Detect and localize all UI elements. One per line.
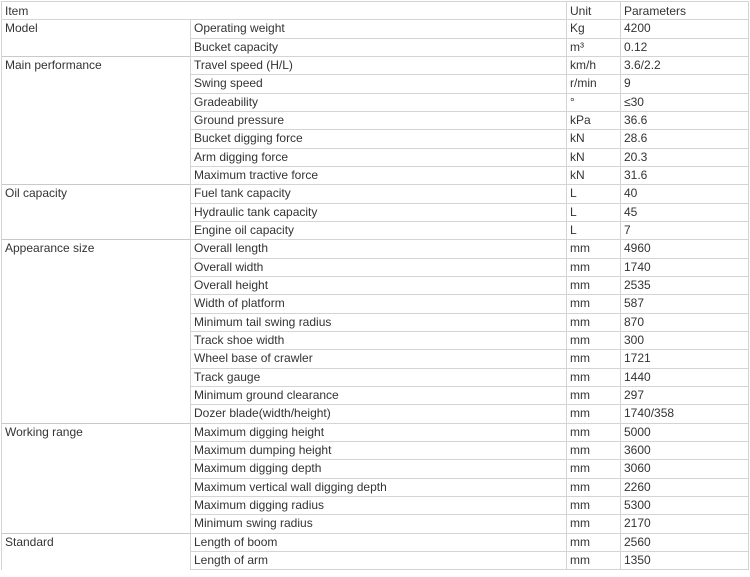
- parameter-value-cell: 2560: [621, 533, 749, 551]
- spec-table: [1, 1, 749, 570]
- parameter-value-cell: 3060: [621, 460, 749, 478]
- unit-cell: kN: [567, 166, 621, 184]
- item-name-cell: Overall height: [191, 276, 567, 294]
- unit-cell: kPa: [567, 111, 621, 129]
- parameter-value-cell: 40: [621, 185, 749, 203]
- parameter-value-cell: 5300: [621, 496, 749, 514]
- parameter-value-cell: 20.3: [621, 148, 749, 166]
- unit-cell: mm: [567, 515, 621, 533]
- unit-cell: mm: [567, 533, 621, 551]
- unit-cell: mm: [567, 368, 621, 386]
- unit-cell: mm: [567, 423, 621, 441]
- category-cell: Main performance: [2, 56, 191, 184]
- parameter-value-cell: 36.6: [621, 111, 749, 129]
- unit-cell: mm: [567, 441, 621, 459]
- item-name-cell: Wheel base of crawler: [191, 350, 567, 368]
- category-cell: Appearance size: [2, 240, 191, 423]
- parameter-value-cell: 9: [621, 75, 749, 93]
- parameter-value-cell: 2260: [621, 478, 749, 496]
- unit-cell: kN: [567, 148, 621, 166]
- item-name-cell: Ground pressure: [191, 111, 567, 129]
- item-name-cell: Bucket capacity: [191, 38, 567, 56]
- item-name-cell: Engine oil capacity: [191, 221, 567, 239]
- unit-cell: mm: [567, 551, 621, 569]
- table-row: [2, 240, 749, 258]
- parameter-value-cell: 1740: [621, 258, 749, 276]
- unit-cell: km/h: [567, 56, 621, 74]
- unit-cell: mm: [567, 276, 621, 294]
- parameter-value-cell: 4200: [621, 20, 749, 38]
- item-name-cell: Operating weight: [191, 20, 567, 38]
- table-row: [2, 56, 749, 74]
- item-name-cell: Maximum digging height: [191, 423, 567, 441]
- parameter-value-cell: 3600: [621, 441, 749, 459]
- item-name-cell: Length of arm: [191, 551, 567, 569]
- item-name-cell: Width of platform: [191, 295, 567, 313]
- parameter-value-cell: 300: [621, 331, 749, 349]
- category-cell: Oil capacity: [2, 185, 191, 240]
- parameter-value-cell: 3.6/2.2: [621, 56, 749, 74]
- parameter-value-cell: 4960: [621, 240, 749, 258]
- unit-cell: mm: [567, 240, 621, 258]
- unit-cell: mm: [567, 295, 621, 313]
- parameter-value-cell: 1721: [621, 350, 749, 368]
- item-name-cell: Track gauge: [191, 368, 567, 386]
- unit-cell: mm: [567, 350, 621, 368]
- unit-cell: mm: [567, 331, 621, 349]
- parameter-value-cell: 0.12: [621, 38, 749, 56]
- item-name-cell: Minimum tail swing radius: [191, 313, 567, 331]
- unit-cell: mm: [567, 478, 621, 496]
- item-name-cell: Maximum tractive force: [191, 166, 567, 184]
- unit-cell: r/min: [567, 75, 621, 93]
- parameter-value-cell: 2535: [621, 276, 749, 294]
- spec-table-body: [2, 20, 749, 570]
- table-row: [2, 533, 749, 551]
- header-row: [2, 2, 749, 20]
- item-name-cell: Arm digging force: [191, 148, 567, 166]
- item-name-cell: Maximum vertical wall digging depth: [191, 478, 567, 496]
- item-name-cell: Gradeability: [191, 93, 567, 111]
- item-name-cell: Length of boom: [191, 533, 567, 551]
- parameter-value-cell: 870: [621, 313, 749, 331]
- unit-cell: Kg: [567, 20, 621, 38]
- item-name-cell: Overall length: [191, 240, 567, 258]
- category-cell: Model: [2, 20, 191, 57]
- parameter-value-cell: 587: [621, 295, 749, 313]
- unit-cell: mm: [567, 258, 621, 276]
- item-name-cell: Swing speed: [191, 75, 567, 93]
- parameter-value-cell: 1740/358: [621, 405, 749, 423]
- item-name-cell: Minimum swing radius: [191, 515, 567, 533]
- category-cell: Standard: [2, 533, 191, 570]
- parameter-value-cell: 1350: [621, 551, 749, 569]
- item-name-cell: Maximum digging depth: [191, 460, 567, 478]
- item-name-cell: Bucket digging force: [191, 130, 567, 148]
- parameter-value-cell: 2170: [621, 515, 749, 533]
- item-name-cell: Maximum digging radius: [191, 496, 567, 514]
- unit-cell: m³: [567, 38, 621, 56]
- header-parameters: Parameters: [621, 2, 749, 20]
- parameter-value-cell: 28.6: [621, 130, 749, 148]
- unit-cell: mm: [567, 405, 621, 423]
- unit-cell: L: [567, 221, 621, 239]
- unit-cell: L: [567, 203, 621, 221]
- spec-table-header: [2, 2, 749, 20]
- header-unit: Unit: [567, 2, 621, 20]
- parameter-value-cell: 297: [621, 386, 749, 404]
- item-name-cell: Minimum ground clearance: [191, 386, 567, 404]
- item-name-cell: Track shoe width: [191, 331, 567, 349]
- item-name-cell: Travel speed (H/L): [191, 56, 567, 74]
- parameter-value-cell: 31.6: [621, 166, 749, 184]
- table-row: [2, 185, 749, 203]
- parameter-value-cell: 1440: [621, 368, 749, 386]
- item-name-cell: Hydraulic tank capacity: [191, 203, 567, 221]
- unit-cell: mm: [567, 460, 621, 478]
- table-row: [2, 423, 749, 441]
- header-item: Item: [2, 2, 567, 20]
- unit-cell: °: [567, 93, 621, 111]
- item-name-cell: Maximum dumping height: [191, 441, 567, 459]
- parameter-value-cell: 5000: [621, 423, 749, 441]
- unit-cell: L: [567, 185, 621, 203]
- unit-cell: mm: [567, 313, 621, 331]
- parameter-value-cell: ≤30: [621, 93, 749, 111]
- table-row: [2, 20, 749, 38]
- parameter-value-cell: 7: [621, 221, 749, 239]
- parameter-value-cell: 45: [621, 203, 749, 221]
- item-name-cell: Dozer blade(width/height): [191, 405, 567, 423]
- unit-cell: mm: [567, 496, 621, 514]
- category-cell: Working range: [2, 423, 191, 533]
- unit-cell: kN: [567, 130, 621, 148]
- unit-cell: mm: [567, 386, 621, 404]
- item-name-cell: Fuel tank capacity: [191, 185, 567, 203]
- item-name-cell: Overall width: [191, 258, 567, 276]
